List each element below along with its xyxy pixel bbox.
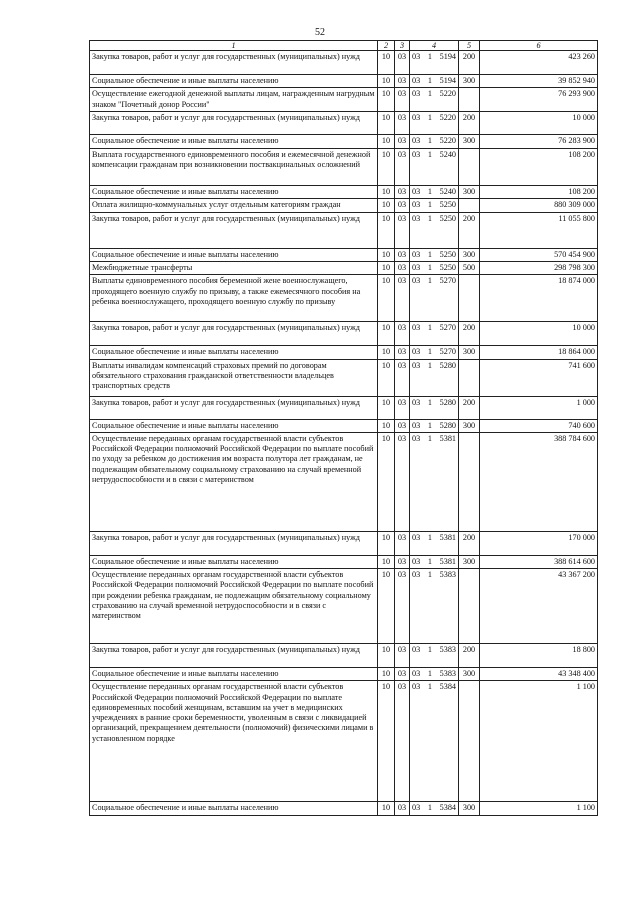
row-code-item: 5381: [439, 556, 456, 566]
header-col-6: 6: [480, 41, 598, 51]
row-subsection: 03: [395, 275, 410, 322]
table-row: [90, 185, 598, 198]
row-code-sub: 1: [427, 199, 432, 209]
row-amount: 76 283 900: [480, 135, 598, 148]
row-amount: 423 260: [480, 51, 598, 75]
row-expense-type: [459, 198, 480, 212]
row-code-program: 03: [412, 669, 421, 678]
row-code-item: 5194: [439, 52, 456, 61]
row-code-sub: 1: [427, 682, 432, 692]
row-amount: 388 784 600: [480, 432, 598, 531]
row-name: Социальное обеспечение и иные выплаты населению: [90, 346, 378, 359]
row-code-item: 5220: [439, 89, 456, 99]
row-subsection: 03: [395, 248, 410, 261]
row-name: Выплаты единовременного пособия беременной жене военнослужащего, проходящего военную службу по призыву, а также ежемесячного пособия на ребенка военнослужащего, проходящего военную службу по призыву: [90, 275, 378, 322]
row-name: Выплаты инвалидам компенсаций страховых премий по договорам обязательного страхования гражданской ответственности владельцев транспортных средств: [90, 359, 378, 396]
header-col-4: 4: [410, 41, 459, 51]
row-amount: 108 200: [480, 148, 598, 185]
row-target-code: [410, 644, 459, 668]
row-name: Закупка товаров, работ и услуг для государственных (муниципальных) нужд: [90, 51, 378, 75]
row-subsection: 03: [395, 212, 410, 248]
row-code-program: 03: [412, 76, 421, 85]
row-section: 10: [378, 135, 395, 148]
row-code-program: 03: [412, 276, 421, 286]
row-expense-type: 300: [459, 668, 480, 681]
row-amount: 43 367 200: [480, 569, 598, 644]
row-code-item: 5381: [439, 532, 456, 542]
row-code-item: 5220: [439, 113, 456, 123]
row-code-sub: 1: [427, 803, 432, 813]
row-amount: 76 293 900: [480, 88, 598, 112]
row-target-code: [410, 275, 459, 322]
row-section: 10: [378, 88, 395, 112]
row-target-code: [410, 88, 459, 112]
row-amount: 10 000: [480, 112, 598, 135]
row-subsection: 03: [395, 802, 410, 815]
row-code-program: 03: [412, 249, 421, 259]
row-target-code: [410, 569, 459, 644]
row-code-item: 5250: [439, 249, 456, 259]
row-code-item: 5280: [439, 420, 456, 430]
row-subsection: 03: [395, 88, 410, 112]
row-target-code: [410, 185, 459, 198]
row-code-item: 5270: [439, 276, 456, 286]
row-section: 10: [378, 432, 395, 531]
table-row: [90, 419, 598, 432]
row-target-code: [410, 681, 459, 802]
row-code-program: 03: [412, 682, 421, 692]
row-target-code: [410, 531, 459, 555]
table-row: [90, 112, 598, 135]
row-amount: 108 200: [480, 185, 598, 198]
row-target-code: [410, 262, 459, 275]
row-code-sub: 1: [427, 149, 432, 159]
row-expense-type: 200: [459, 531, 480, 555]
table-row: [90, 555, 598, 568]
row-section: 10: [378, 51, 395, 75]
row-amount: 18 864 000: [480, 346, 598, 359]
row-section: 10: [378, 802, 395, 815]
row-code-sub: 1: [427, 76, 432, 85]
row-subsection: 03: [395, 346, 410, 359]
row-code-program: 03: [412, 213, 421, 223]
row-expense-type: 300: [459, 802, 480, 815]
row-code-program: 03: [412, 433, 421, 443]
row-subsection: 03: [395, 644, 410, 668]
row-expense-type: [459, 148, 480, 185]
row-name: Социальное обеспечение и иные выплаты населению: [90, 555, 378, 568]
row-code-item: 5250: [439, 213, 456, 223]
row-target-code: [410, 75, 459, 88]
row-expense-type: 200: [459, 212, 480, 248]
table-row: [90, 212, 598, 248]
row-amount: 1 000: [480, 396, 598, 419]
row-name: Межбюджетные трансферты: [90, 262, 378, 275]
row-code-item: 5384: [439, 803, 456, 813]
row-code-program: 03: [412, 323, 421, 333]
row-code-program: 03: [412, 532, 421, 542]
row-name: Закупка товаров, работ и услуг для государственных (муниципальных) нужд: [90, 531, 378, 555]
row-section: 10: [378, 322, 395, 346]
row-subsection: 03: [395, 396, 410, 419]
row-code-sub: 1: [427, 136, 432, 146]
row-expense-type: 200: [459, 51, 480, 75]
row-amount: 880 309 000: [480, 198, 598, 212]
row-code-program: 03: [412, 136, 421, 146]
row-target-code: [410, 396, 459, 419]
row-name: Закупка товаров, работ и услуг для государственных (муниципальных) нужд: [90, 212, 378, 248]
row-amount: 11 055 800: [480, 212, 598, 248]
row-section: 10: [378, 75, 395, 88]
row-expense-type: 300: [459, 555, 480, 568]
row-expense-type: 300: [459, 135, 480, 148]
row-code-sub: 1: [427, 113, 432, 123]
table-row: [90, 135, 598, 148]
row-subsection: 03: [395, 555, 410, 568]
row-section: 10: [378, 346, 395, 359]
row-code-item: 5250: [439, 263, 456, 272]
row-expense-type: 200: [459, 644, 480, 668]
row-amount: 1 100: [480, 802, 598, 815]
row-code-item: 5220: [439, 136, 456, 146]
row-section: 10: [378, 148, 395, 185]
row-code-item: 5270: [439, 347, 456, 357]
table-row: [90, 802, 598, 815]
row-target-code: [410, 322, 459, 346]
row-code-item: 5384: [439, 682, 456, 692]
table-row: [90, 359, 598, 396]
row-code-program: 03: [412, 397, 421, 407]
row-expense-type: 200: [459, 322, 480, 346]
row-subsection: 03: [395, 432, 410, 531]
row-target-code: [410, 51, 459, 75]
row-code-program: 03: [412, 570, 421, 579]
row-target-code: [410, 802, 459, 815]
row-code-item: 5270: [439, 323, 456, 333]
row-subsection: 03: [395, 198, 410, 212]
row-amount: 298 798 300: [480, 262, 598, 275]
row-name: Социальное обеспечение и иные выплаты населению: [90, 419, 378, 432]
row-code-item: 5383: [439, 645, 456, 654]
table-row: [90, 262, 598, 275]
row-target-code: [410, 212, 459, 248]
header-col-5: 5: [459, 41, 480, 51]
row-expense-type: 300: [459, 248, 480, 261]
row-subsection: 03: [395, 185, 410, 198]
row-target-code: [410, 359, 459, 396]
row-code-sub: 1: [427, 360, 432, 370]
row-code-sub: 1: [427, 532, 432, 542]
row-code-item: 5240: [439, 149, 456, 159]
row-code-program: 03: [412, 113, 421, 123]
row-target-code: [410, 346, 459, 359]
row-name: Закупка товаров, работ и услуг для государственных (муниципальных) нужд: [90, 112, 378, 135]
row-code-program: 03: [412, 803, 421, 813]
row-expense-type: 200: [459, 112, 480, 135]
table-row: [90, 531, 598, 555]
row-target-code: [410, 248, 459, 261]
row-subsection: 03: [395, 359, 410, 396]
row-subsection: 03: [395, 419, 410, 432]
row-code-sub: 1: [427, 420, 432, 430]
table-header-row: [90, 41, 598, 51]
row-code-sub: 1: [427, 669, 432, 678]
row-name: Закупка товаров, работ и услуг для государственных (муниципальных) нужд: [90, 396, 378, 419]
row-subsection: 03: [395, 681, 410, 802]
row-code-item: 5280: [439, 360, 456, 370]
row-amount: 43 348 400: [480, 668, 598, 681]
row-code-sub: 1: [427, 52, 432, 61]
row-code-program: 03: [412, 149, 421, 159]
row-target-code: [410, 668, 459, 681]
row-expense-type: [459, 275, 480, 322]
row-code-program: 03: [412, 556, 421, 566]
row-code-item: 5250: [439, 199, 456, 209]
row-code-program: 03: [412, 89, 421, 99]
row-target-code: [410, 148, 459, 185]
row-expense-type: 200: [459, 396, 480, 419]
row-section: 10: [378, 248, 395, 261]
row-code-sub: 1: [427, 89, 432, 99]
row-code-item: 5381: [439, 433, 456, 443]
row-section: 10: [378, 396, 395, 419]
table-row: [90, 148, 598, 185]
row-target-code: [410, 112, 459, 135]
row-section: 10: [378, 555, 395, 568]
row-name: Оплата жилищно-коммунальных услуг отдельным категориям граждан: [90, 198, 378, 212]
row-code-program: 03: [412, 420, 421, 430]
row-expense-type: 300: [459, 346, 480, 359]
table-row: [90, 275, 598, 322]
row-name: Осуществление переданных органам государственной власти субъектов Российской Федерации полномочий Российской Федерации по выплате пособий при рождении ребенка гражданам, не подлежащим обязательному социальному страхованию на случай временной нетрудоспособности и в связи с материнством: [90, 569, 378, 644]
row-amount: 39 852 940: [480, 75, 598, 88]
row-target-code: [410, 555, 459, 568]
row-amount: 740 600: [480, 419, 598, 432]
page-number: 52: [315, 27, 325, 38]
row-section: 10: [378, 185, 395, 198]
row-section: 10: [378, 419, 395, 432]
row-subsection: 03: [395, 569, 410, 644]
row-amount: 18 800: [480, 644, 598, 668]
row-code-program: 03: [412, 360, 421, 370]
row-subsection: 03: [395, 148, 410, 185]
row-section: 10: [378, 569, 395, 644]
row-code-sub: 1: [427, 556, 432, 566]
row-target-code: [410, 419, 459, 432]
header-col-1: 1: [90, 41, 378, 51]
table-row: [90, 432, 598, 531]
row-code-sub: 1: [427, 433, 432, 443]
row-section: 10: [378, 198, 395, 212]
row-target-code: [410, 432, 459, 531]
row-section: 10: [378, 531, 395, 555]
row-code-program: 03: [412, 645, 421, 654]
row-name: Социальное обеспечение и иные выплаты населению: [90, 668, 378, 681]
row-expense-type: 300: [459, 185, 480, 198]
row-section: 10: [378, 275, 395, 322]
budget-table: [89, 40, 598, 816]
row-code-sub: 1: [427, 323, 432, 333]
row-name: Социальное обеспечение и иные выплаты населению: [90, 135, 378, 148]
row-code-sub: 1: [427, 249, 432, 259]
row-code-sub: 1: [427, 186, 432, 196]
row-code-program: 03: [412, 263, 421, 272]
row-code-sub: 1: [427, 213, 432, 223]
row-amount: 10 000: [480, 322, 598, 346]
row-code-program: 03: [412, 186, 421, 196]
row-subsection: 03: [395, 135, 410, 148]
row-code-item: 5240: [439, 186, 456, 196]
row-code-sub: 1: [427, 347, 432, 357]
table-row: [90, 88, 598, 112]
header-col-2: 2: [378, 41, 395, 51]
row-expense-type: 300: [459, 419, 480, 432]
table-row: [90, 346, 598, 359]
table-row: [90, 644, 598, 668]
row-section: 10: [378, 359, 395, 396]
row-name: Социальное обеспечение и иные выплаты населению: [90, 248, 378, 261]
table-row: [90, 668, 598, 681]
table-row: [90, 51, 598, 75]
row-section: 10: [378, 112, 395, 135]
row-code-item: 5280: [439, 397, 456, 407]
row-amount: 570 454 900: [480, 248, 598, 261]
row-amount: 388 614 600: [480, 555, 598, 568]
row-code-program: 03: [412, 199, 421, 209]
row-code-sub: 1: [427, 570, 432, 579]
row-code-program: 03: [412, 347, 421, 357]
row-name: Социальное обеспечение и иные выплаты населению: [90, 75, 378, 88]
row-expense-type: 500: [459, 262, 480, 275]
row-amount: 741 600: [480, 359, 598, 396]
table-row: [90, 396, 598, 419]
row-subsection: 03: [395, 75, 410, 88]
row-expense-type: [459, 432, 480, 531]
row-section: 10: [378, 668, 395, 681]
row-code-sub: 1: [427, 397, 432, 407]
row-name: Осуществление ежегодной денежной выплаты лицам, награжденным нагрудным знаком "Почетный донор России": [90, 88, 378, 112]
row-subsection: 03: [395, 322, 410, 346]
row-section: 10: [378, 262, 395, 275]
table-row: [90, 569, 598, 644]
row-code-item: 5383: [439, 669, 456, 678]
row-section: 10: [378, 681, 395, 802]
row-amount: 170 000: [480, 531, 598, 555]
row-name: Осуществление переданных органам государственной власти субъектов Российской Федерации полномочий Российской Федерации по выплате пособий по уходу за ребенком до достижения им возраста полутора лет гражданам, не подлежащим обязательному социальному страхованию на случай временной нетрудоспособности и в связи с материнством: [90, 432, 378, 531]
row-subsection: 03: [395, 668, 410, 681]
row-name: Осуществление переданных органам государственной власти субъектов Российской Федерации полномочий Российской Федерации по выплате единовременных пособий женщинам, вставшим на учет в медицинских учреждениях в ранние сроки беременности, уволенным в связи с ликвидацией организаций, прекращением деятельности (полномочий) физическими лицами в установленном порядке: [90, 681, 378, 802]
row-subsection: 03: [395, 112, 410, 135]
row-code-program: 03: [412, 52, 421, 61]
row-subsection: 03: [395, 51, 410, 75]
row-amount: 1 100: [480, 681, 598, 802]
row-name: Социальное обеспечение и иные выплаты населению: [90, 802, 378, 815]
row-name: Выплата государственного единовременного пособия и ежемесячной денежной компенсации гражданам при возникновении поствакцинальных осложнений: [90, 148, 378, 185]
row-section: 10: [378, 212, 395, 248]
row-target-code: [410, 198, 459, 212]
row-name: Закупка товаров, работ и услуг для государственных (муниципальных) нужд: [90, 644, 378, 668]
row-name: Закупка товаров, работ и услуг для государственных (муниципальных) нужд: [90, 322, 378, 346]
row-target-code: [410, 135, 459, 148]
row-subsection: 03: [395, 531, 410, 555]
header-col-3: 3: [395, 41, 410, 51]
row-expense-type: 300: [459, 75, 480, 88]
row-expense-type: [459, 359, 480, 396]
row-name: Социальное обеспечение и иные выплаты населению: [90, 185, 378, 198]
row-code-item: 5383: [439, 570, 456, 579]
table-row: [90, 198, 598, 212]
row-code-sub: 1: [427, 276, 432, 286]
row-code-sub: 1: [427, 645, 432, 654]
row-section: 10: [378, 644, 395, 668]
table-row: [90, 681, 598, 802]
row-amount: 18 874 000: [480, 275, 598, 322]
row-expense-type: [459, 569, 480, 644]
table-row: [90, 248, 598, 261]
row-subsection: 03: [395, 262, 410, 275]
table-row: [90, 75, 598, 88]
table-body: [90, 51, 598, 816]
row-expense-type: [459, 681, 480, 802]
row-code-item: 5194: [439, 76, 456, 85]
row-expense-type: [459, 88, 480, 112]
row-code-sub: 1: [427, 263, 432, 272]
table-row: [90, 322, 598, 346]
